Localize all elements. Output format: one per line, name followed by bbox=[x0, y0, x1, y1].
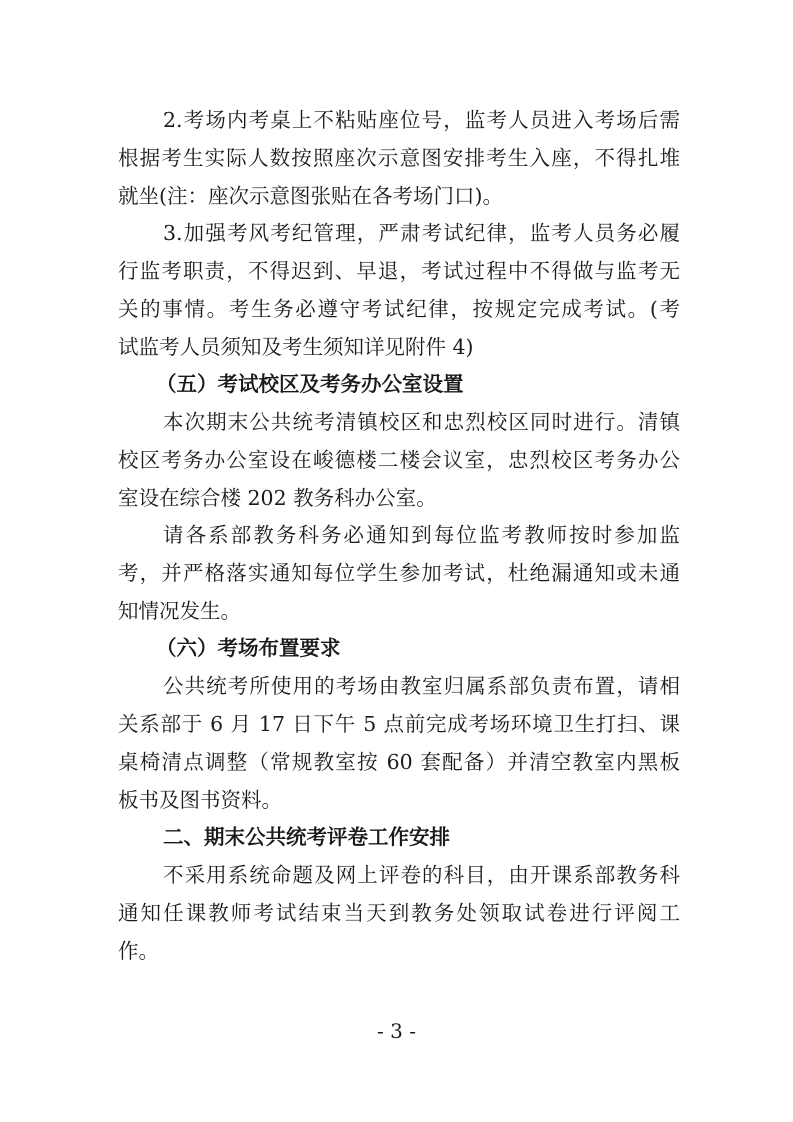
section-heading: （六）考场布置要求 bbox=[156, 636, 341, 660]
paragraph-line: 知情况发生。 bbox=[118, 599, 241, 623]
page-number: - 3 - bbox=[377, 1019, 416, 1043]
paragraph-line: 试监考人员须知及考生须知详见附件 4) bbox=[118, 335, 474, 359]
paragraph-line: 不采用系统命题及网上评卷的科目，由开课系部教务科 bbox=[163, 863, 680, 887]
paragraph-line: 行监考职责，不得迟到、早退，考试过程中不得做与监考无 bbox=[118, 259, 680, 283]
section-heading: （五）考试校区及考务办公室设置 bbox=[156, 372, 464, 396]
paragraph-line: 公共统考所使用的考场由教室归属系部负责布置，请相 bbox=[163, 674, 680, 698]
paragraph-line: 校区考务办公室设在峻德楼二楼会议室，忠烈校区考务办公 bbox=[118, 448, 680, 472]
paragraph-line: 关的事情。考生务必遵守考试纪律，按规定完成考试。(考 bbox=[118, 297, 680, 321]
paragraph-line: 就坐(注：座次示意图张贴在各考场门口)。 bbox=[118, 184, 503, 208]
paragraph-line: 本次期末公共统考清镇校区和忠烈校区同时进行。清镇 bbox=[163, 410, 680, 434]
paragraph-line: 关系部于 6 月 17 日下午 5 点前完成考场环境卫生打扫、课 bbox=[118, 712, 680, 736]
paragraph-line: 考，并严格落实通知每位学生参加考试，杜绝漏通知或未通 bbox=[118, 561, 680, 585]
paragraph-line: 3.加强考风考纪管理，严肃考试纪律，监考人员务必履 bbox=[163, 221, 680, 245]
paragraph-line: 根据考生实际人数按照座次示意图安排考生入座，不得扎堆 bbox=[118, 146, 680, 170]
paragraph-line: 板书及图书资料。 bbox=[118, 788, 282, 812]
paragraph-line: 请各系部教务科务必通知到每位监考教师按时参加监 bbox=[163, 523, 680, 547]
paragraph-line: 2.考场内考桌上不粘贴座位号，监考人员进入考场后需 bbox=[163, 108, 680, 132]
paragraph-line: 桌椅清点调整（常规教室按 60 套配备）并清空教室内黑板 bbox=[118, 750, 680, 774]
paragraph-line: 室设在综合楼 202 教务科办公室。 bbox=[118, 486, 437, 510]
paragraph-line: 通知任课教师考试结束当天到教务处领取试卷进行评阅工 bbox=[118, 901, 680, 925]
paragraph-line: 作。 bbox=[118, 939, 159, 963]
section-heading: 二、期末公共统考评卷工作安排 bbox=[163, 825, 450, 849]
